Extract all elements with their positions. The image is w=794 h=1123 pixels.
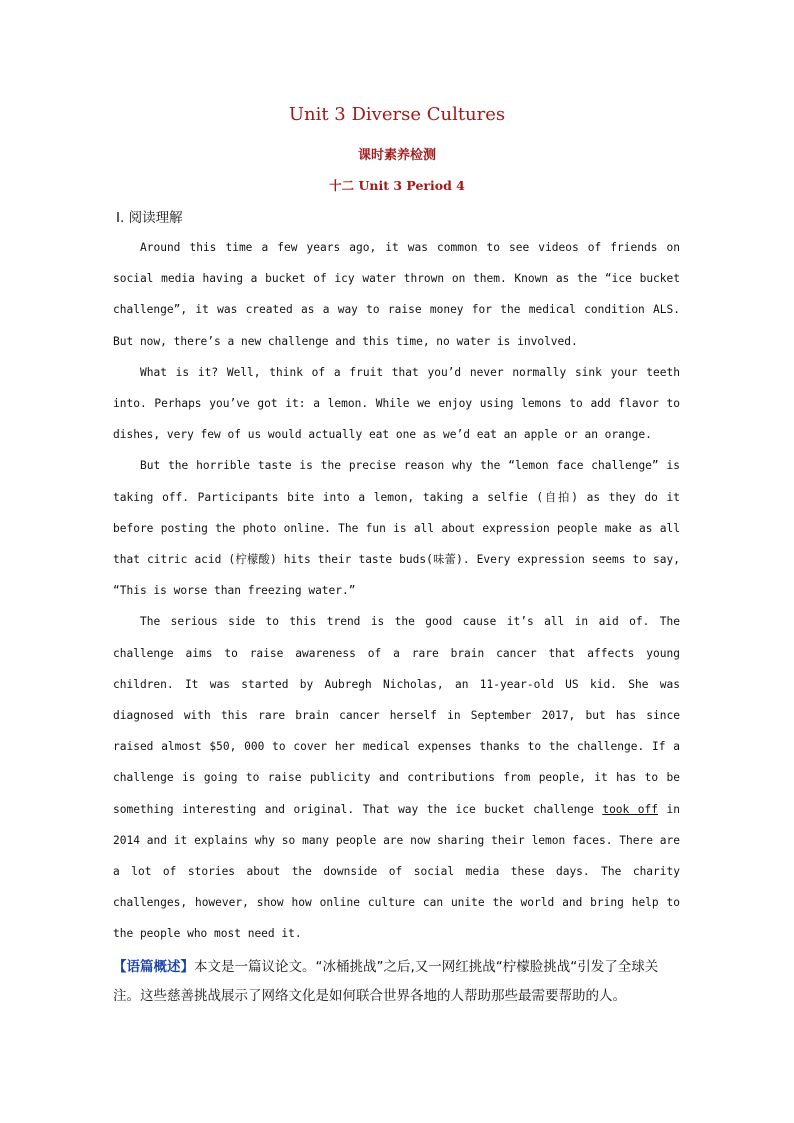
passage-paragraph-4-part-2: in 2014 and it explains why so many people are now sharing their lemon faces. There are a lot of stories about the downside of social media these days. The charity challenges, however, show how online culture can unite the world and bring help to the people who most need it. [113, 802, 680, 941]
summary-text: 本文是一篇议论文。“冰桶挑战”之后,又一网红挑战“柠檬脸挑战“引发了全球关注。这些慈善挑战展示了网络文化是如何联合世界各地的人帮助那些最需要帮助的人。 [113, 959, 659, 1004]
passage-paragraph-4-part-1: The serious side to this trend is the good cause it’s all in aid of. The challenge aims to raise awareness of a rare brain cancer that affects young children. It was started by Aubregh Nicholas, an 11-year-old US kid. She was diagnosed with this rare brain cancer herself in September 2017, but has since raised almost $50, 000 to cover her medical expenses thanks to the challenge. If a challenge is going to raise publicity and contributions from people, it has to be something interesting and original. That way the ice bucket challenge [113, 615, 680, 816]
passage-paragraph-3: But the horrible taste is the precise reason why the “lemon face challenge” is taking off. Participants bite into a lemon, taking a selfie (自拍) as they do it before posting the photo online. The fun is all about expression people make as all that citric acid (柠檬酸) hits their taste buds(味蕾). Every expression seems to say, “This is worse than freezing water.” [113, 459, 680, 598]
passage-paragraph-1: Around this time a few years ago, it was common to see videos of friends on social media having a bucket of icy water thrown on them. Known as the “ice bucket challenge”, it was created as a way to raise money for the medical condition ALS. But now, there’s a new challenge and this time, no water is involved. [113, 241, 680, 348]
passage-paragraph-4 [113, 606, 680, 949]
passage-paragraph-2: What is it? Well, think of a fruit that you’d never normally sink your teeth into. Perhaps you’ve got it: a lemon. While we enjoy using lemons to add flavor to dishes, very few of us would actually eat one as we’d eat an apple or an orange. [113, 365, 680, 442]
underlined-phrase: took off [602, 802, 658, 816]
passage-summary [113, 953, 681, 1011]
page-subtitle: 课时素养检测 [357, 148, 436, 163]
reading-passage [113, 232, 680, 950]
section-heading: Ⅰ. 阅读理解 [116, 210, 183, 226]
summary-tag: 【语篇概述】 [113, 959, 194, 975]
page-title: Unit 3 Diverse Cultures [288, 104, 506, 125]
period-label: 十二 Unit 3 Period 4 [329, 178, 465, 193]
